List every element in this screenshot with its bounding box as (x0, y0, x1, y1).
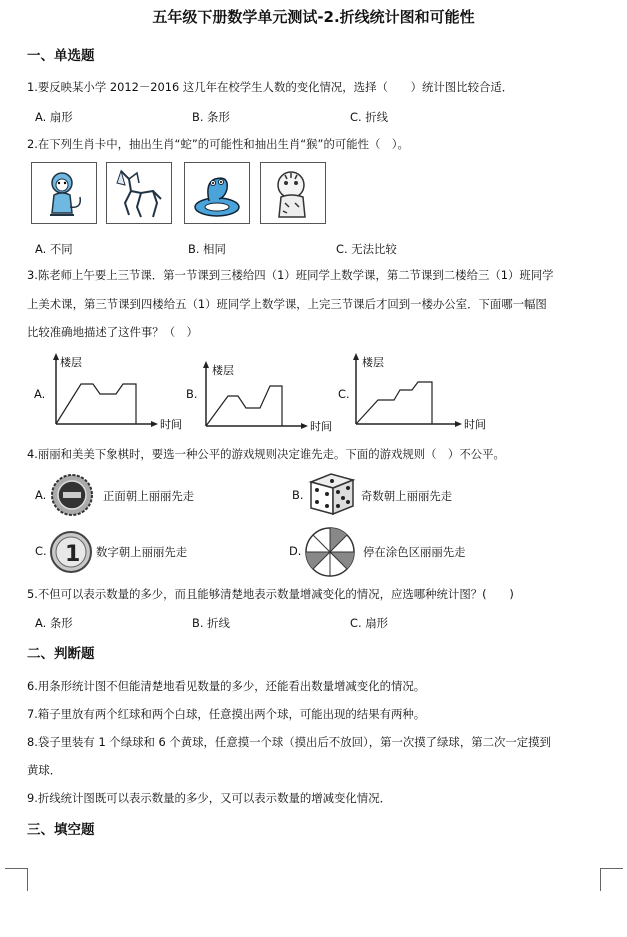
section-heading-single-choice: 一、单选题 (27, 48, 95, 64)
q5-option-b: B. 折线 (192, 616, 230, 630)
coin-icon (50, 473, 94, 517)
q4-option-b-letter: B. (292, 488, 304, 502)
q2-option-a: A. 不同 (35, 242, 73, 256)
spinner-icon (303, 525, 357, 579)
question-1: 1.要反映某小学 2012－2016 这几年在校学生人数的变化情况，选择（ ）统计图比较合适． (27, 80, 514, 94)
graph-a-letter: A. (34, 387, 46, 401)
question-4: 4.丽丽和美美下象棋时，要选一种公平的游戏规则决定谁先走。下面的游戏规则（ ）不公平。 (27, 447, 505, 461)
graph-a-ylabel: 楼层 (60, 356, 82, 369)
graph-c-xlabel: 时间 (464, 418, 486, 431)
q1-option-c: C. 折线 (350, 110, 388, 124)
horse-icon (107, 163, 171, 223)
q4-option-a-text: 正面朝上丽丽先走 (103, 489, 195, 503)
q4-option-c-text: 数字朝上丽丽先走 (96, 545, 188, 559)
horse-card (106, 162, 172, 224)
question-3-line-1: 3.陈老师上午要上三节课．第一节课到三楼给四（1）班同学上数学课，第二节课到二楼给三（1）班同学 (27, 268, 554, 282)
tiger-card (260, 162, 326, 224)
coin-number-icon (49, 530, 93, 574)
question-7: 7.箱子里放有两个红球和两个白球，任意摸出两个球，可能出现的结果有两种。 (27, 707, 426, 721)
question-9: 9.折线统计图既可以表示数量的多少，又可以表示数量的增减变化情况． (27, 791, 391, 805)
q2-option-b: B. 相同 (188, 242, 226, 256)
section-heading-true-false: 二、判断题 (27, 646, 95, 662)
q5-option-c: C. 扇形 (350, 616, 388, 630)
q1-option-b: B. 条形 (192, 110, 230, 124)
graph-c (348, 352, 493, 432)
q4-option-b-text: 奇数朝上丽丽先走 (361, 489, 453, 503)
question-8-line-2: 黄球． (27, 763, 62, 777)
snake-card (184, 162, 250, 224)
question-8-line-1: 8.袋子里装有 1 个绿球和 6 个黄球，任意摸一个球（摸出后不放回），第一次摸了绿球，第二次一定摸到 (27, 735, 551, 749)
graph-a-xlabel: 时间 (160, 418, 182, 431)
coin-digit: 1 (65, 542, 81, 567)
question-5: 5.不但可以表示数量的多少，而且能够清楚地表示数量增减变化的情况，应选哪种统计图？( ) (27, 587, 514, 601)
dice-icon (305, 470, 357, 518)
q1-option-a: A. 扇形 (35, 110, 73, 124)
page-title: 五年级下册数学单元测试-2.折线统计图和可能性 (152, 8, 475, 26)
q4-option-d-text: 停在涂色区丽丽先走 (363, 545, 466, 559)
monkey-icon (32, 163, 96, 223)
q5-option-a: A. 条形 (35, 616, 73, 630)
q4-option-d-letter: D. (289, 544, 302, 558)
tiger-icon (261, 163, 325, 223)
graph-c-letter: C. (338, 387, 350, 401)
question-6: 6.用条形统计图不但能清楚地看见数量的多少，还能看出数量增减变化的情况。 (27, 679, 426, 693)
q2-option-c: C. 无法比较 (336, 242, 397, 256)
graph-b-xlabel: 时间 (310, 420, 332, 433)
graph-b-ylabel: 楼层 (212, 364, 234, 377)
question-3-line-2: 上美术课，第三节课到四楼给五（1）班同学上数学课，上完三节课后才回到一楼办公室．下面哪一幅图 (27, 297, 547, 311)
snake-icon (185, 163, 249, 223)
graph-b (198, 360, 338, 434)
question-3-line-3: 比较准确地描述了这件事？（ ） (27, 325, 198, 339)
q4-option-c-letter: C. (35, 544, 47, 558)
page-corner-mark-right (600, 868, 623, 891)
monkey-card (31, 162, 97, 224)
graph-b-letter: B. (186, 387, 198, 401)
question-2: 2.在下列生肖卡中，抽出生肖“蛇”的可能性和抽出生肖“猴”的可能性（ ）。 (27, 137, 409, 151)
q4-option-a-letter: A. (35, 488, 47, 502)
section-heading-fill-blank: 三、填空题 (27, 822, 95, 838)
graph-c-ylabel: 楼层 (362, 356, 384, 369)
graph-a (48, 352, 188, 432)
page-corner-mark-left (5, 868, 28, 891)
